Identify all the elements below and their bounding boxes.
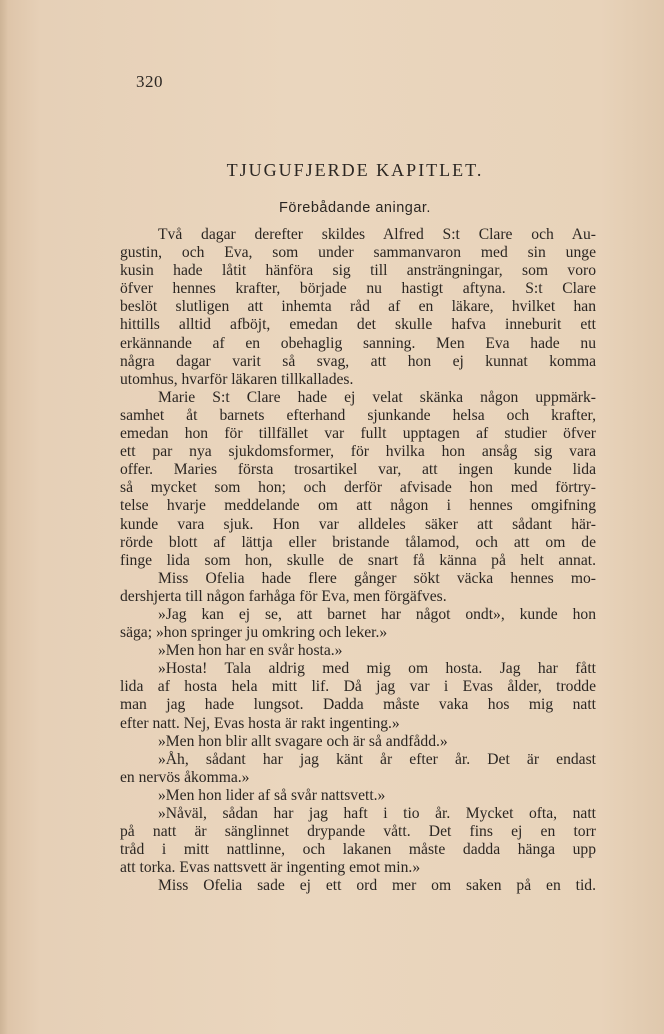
text-line: finge lida som hon, skulle de snart få känna på helt annat. xyxy=(120,551,596,569)
text-line: offer. Maries första trosartikel var, att ingen kunde lida xyxy=(120,461,596,479)
body-text xyxy=(120,226,596,895)
text-line: ett par nya sjukdomsformer, för hvilka hon ansåg sig vara xyxy=(120,443,596,461)
text-line: efter natt. Nej, Evas hosta är rakt ingenting.» xyxy=(120,714,400,732)
text-line: »Jag kan ej se, att barnet har något ondt», kunde hon xyxy=(158,605,596,623)
text-line: lida af hosta hela mitt lif. Då jag var i Evas ålder, trodde xyxy=(120,678,596,696)
text-line: en nervös åkomma.» xyxy=(120,768,250,786)
text-line: beslöt slutligen att inhemta råd af en läkare, hvilket han xyxy=(120,298,596,316)
chapter-title: TJUGUFJERDE KAPITLET. xyxy=(226,160,484,180)
book-spine-shadow xyxy=(0,0,8,1034)
text-line: »Men hon har en svår hosta.» xyxy=(158,642,343,660)
text-line: säga; »hon springer ju omkring och leker.» xyxy=(120,624,388,642)
text-line: kusin hade låtit hänföra sig till ansträngningar, som voro xyxy=(120,262,596,280)
chapter-subtitle: Förebådande aningar. xyxy=(279,200,431,216)
text-line: telse hvarje meddelande om att någon i hennes omgifning xyxy=(120,497,596,515)
text-line: Marie S:t Clare hade ej velat skänka någon uppmärk- xyxy=(158,388,596,406)
text-line: öfver hennes krafter, började nu hastigt aftyna. S:t Clare xyxy=(120,280,596,298)
text-line: »Hosta! Tala aldrig med mig om hosta. Jag har fått xyxy=(158,660,596,678)
page-number: 320 xyxy=(136,72,163,91)
text-line: så mycket som hon; och derför afvisade hon med förtry- xyxy=(120,479,596,497)
text-line: erkännande af en obehaglig sanning. Men Eva hade nu xyxy=(120,334,596,352)
text-line: »Åh, sådant har jag känt år efter år. Det är endast xyxy=(158,750,596,768)
text-line: kunde vara sjuk. Hon var alldeles säker att sådant här- xyxy=(120,515,596,533)
text-line: Två dagar derefter skildes Alfred S:t Clare och Au- xyxy=(158,226,596,243)
text-line: utomhus, hvarför läkaren tillkallades. xyxy=(120,370,354,388)
text-line: tråd i mitt nattlinne, och lakanen måste dadda hänga upp xyxy=(120,841,596,859)
text-line: »Men hon blir allt svagare och är så andfådd.» xyxy=(158,732,448,750)
text-line: samhet åt barnets efterhand sjunkande helsa och krafter, xyxy=(120,406,596,424)
text-line: gustin, och Eva, som under sammanvaron med sin unge xyxy=(120,244,596,262)
text-line: några dagar varit så svag, att hon ej kunnat komma xyxy=(120,352,596,370)
text-line: »Nåväl, sådan har jag haft i tio år. Mycket ofta, natt xyxy=(158,805,596,822)
text-line: man jag hade lungsot. Dadda måste vaka hos mig natt xyxy=(120,696,596,714)
text-line: dershjerta till någon farhåga för Eva, men förgäfves. xyxy=(120,587,447,605)
text-line: på natt är sänglinnet drypande vått. Det fins ej en torr xyxy=(120,823,596,841)
text-line: att torka. Evas nattsvett är ingenting emot min.» xyxy=(120,859,421,877)
text-line: »Men hon lider af så svår nattsvett.» xyxy=(158,786,386,804)
text-line: Miss Ofelia sade ej ett ord mer om saken på en tid. xyxy=(158,877,596,895)
text-line: hittills alltid afböjt, emedan det skulle hafva inneburit ett xyxy=(120,316,596,334)
text-line: emedan hon för tillfället var fullt upptagen af studier öfver xyxy=(120,425,596,443)
text-line: rörde blott af lättja eller bristande tålamod, och att om de xyxy=(120,533,596,551)
text-line: Miss Ofelia hade flere gånger sökt väcka hennes mo- xyxy=(158,569,596,587)
